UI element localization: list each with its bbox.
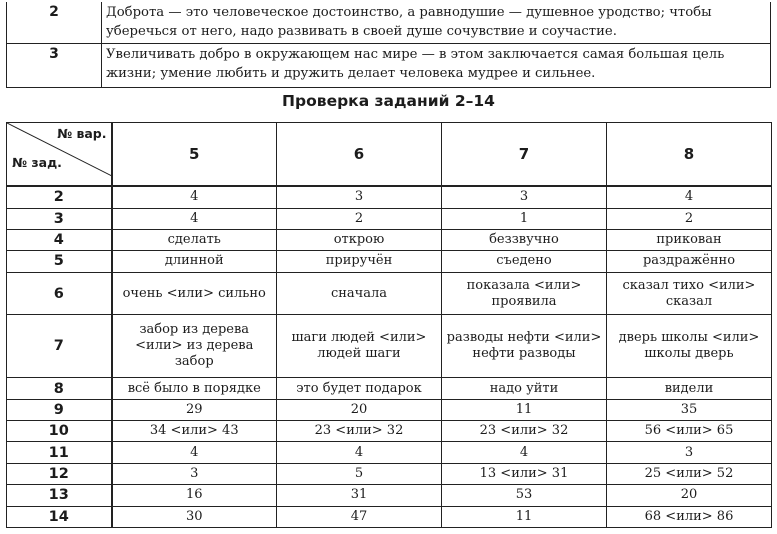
table-row bbox=[7, 208, 772, 229]
task-number: 13 bbox=[7, 485, 112, 506]
task-number: 5 bbox=[7, 251, 112, 272]
answer-key-table bbox=[6, 122, 772, 528]
answer-cell: надо уйти bbox=[442, 378, 607, 399]
answer-cell: 23 <или> 32 bbox=[277, 421, 442, 442]
answer-cell: беззвучно bbox=[442, 229, 607, 250]
table-row bbox=[7, 463, 772, 484]
answer-cell: 4 bbox=[442, 442, 607, 463]
row-number: 2 bbox=[7, 2, 102, 44]
answer-cell: 11 bbox=[442, 506, 607, 527]
answer-cell: 2 bbox=[277, 208, 442, 229]
answer-cell: приручён bbox=[277, 251, 442, 272]
answer-cell: показала <или> проявила bbox=[442, 272, 607, 315]
answer-cell: съедено bbox=[442, 251, 607, 272]
table-row bbox=[7, 229, 772, 250]
answer-cell: 13 <или> 31 bbox=[442, 463, 607, 484]
answer-cell: 29 bbox=[112, 399, 277, 420]
answer-cell: 16 bbox=[112, 485, 277, 506]
answer-cell: 47 bbox=[277, 506, 442, 527]
variant-header: 5 bbox=[112, 123, 277, 187]
table-row bbox=[7, 421, 772, 442]
answer-cell: разводы нефти <или> нефти разводы bbox=[442, 315, 607, 378]
answer-cell: всё было в порядке bbox=[112, 378, 277, 399]
table-row bbox=[7, 2, 771, 44]
answer-cell: 31 bbox=[277, 485, 442, 506]
table-row bbox=[7, 251, 772, 272]
answer-cell: забор из дерева <или> из дерева забор bbox=[112, 315, 277, 378]
table-row bbox=[7, 272, 772, 315]
task-number: 8 bbox=[7, 378, 112, 399]
answer-cell: 30 bbox=[112, 506, 277, 527]
answer-cell: 56 <или> 65 bbox=[607, 421, 772, 442]
answer-cell: 1 bbox=[442, 208, 607, 229]
answer-cell: 4 bbox=[607, 186, 772, 208]
answer-cell: 5 bbox=[277, 463, 442, 484]
answer-cell: 34 <или> 43 bbox=[112, 421, 277, 442]
answer-cell: сделать bbox=[112, 229, 277, 250]
task-number: 14 bbox=[7, 506, 112, 527]
table-row bbox=[7, 44, 771, 88]
task-number: 4 bbox=[7, 229, 112, 250]
answer-cell: 53 bbox=[442, 485, 607, 506]
answer-cell: 20 bbox=[277, 399, 442, 420]
task-number: 6 bbox=[7, 272, 112, 315]
answer-cell: видели bbox=[607, 378, 772, 399]
answer-cell: раздражённо bbox=[607, 251, 772, 272]
answer-text: Увеличивать добро в окружающем нас мире — в этом заключается самая большая цель жизни; умение любить и дружить делает человека мудрее и сильнее. bbox=[102, 44, 771, 88]
answer-cell: 3 bbox=[277, 186, 442, 208]
answer-cell: сказал тихо <или> сказал bbox=[607, 272, 772, 315]
row-number: 3 bbox=[7, 44, 102, 88]
task-number: 2 bbox=[7, 186, 112, 208]
answer-cell: 11 bbox=[442, 399, 607, 420]
answer-cell: шаги людей <или> людей шаги bbox=[277, 315, 442, 378]
section-title: Проверка заданий 2–14 bbox=[282, 92, 495, 110]
answer-cell: дверь школы <или> школы дверь bbox=[607, 315, 772, 378]
variant-header: 7 bbox=[442, 123, 607, 187]
task-number: 11 bbox=[7, 442, 112, 463]
answer-cell: сначала bbox=[277, 272, 442, 315]
answer-cell: 35 bbox=[607, 399, 772, 420]
answer-cell: это будет подарок bbox=[277, 378, 442, 399]
task-number: 7 bbox=[7, 315, 112, 378]
variant-header: 6 bbox=[277, 123, 442, 187]
answer-cell: 4 bbox=[112, 186, 277, 208]
answer-cell: 3 bbox=[112, 463, 277, 484]
table-row bbox=[7, 442, 772, 463]
answer-cell: открою bbox=[277, 229, 442, 250]
answer-cell: 2 bbox=[607, 208, 772, 229]
answer-cell: прикован bbox=[607, 229, 772, 250]
answer-cell: 4 bbox=[112, 208, 277, 229]
answer-cell: 3 bbox=[607, 442, 772, 463]
task-label: № зад. bbox=[12, 155, 62, 171]
header-row bbox=[7, 123, 772, 187]
answer-cell: длинной bbox=[112, 251, 277, 272]
table-row bbox=[7, 186, 772, 208]
corner-cell bbox=[7, 123, 112, 187]
answer-cell: 68 <или> 86 bbox=[607, 506, 772, 527]
answer-cell: 20 bbox=[607, 485, 772, 506]
variant-header: 8 bbox=[607, 123, 772, 187]
task-number: 3 bbox=[7, 208, 112, 229]
answer-cell: 25 <или> 52 bbox=[607, 463, 772, 484]
answer-cell: очень <или> сильно bbox=[112, 272, 277, 315]
table-row bbox=[7, 399, 772, 420]
table-row bbox=[7, 315, 772, 378]
answer-text: Доброта — это человеческое достоинство, а равнодушие — душевное уродство; чтобы уберечься от него, надо развивать в своей душе сочувствие и соучастие. bbox=[102, 2, 771, 44]
answer-cell: 4 bbox=[277, 442, 442, 463]
variant-label: № вар. bbox=[57, 126, 107, 141]
task-number: 12 bbox=[7, 463, 112, 484]
previous-answers-table bbox=[6, 2, 771, 88]
task-number: 10 bbox=[7, 421, 112, 442]
table-row bbox=[7, 485, 772, 506]
table-row bbox=[7, 378, 772, 399]
answer-cell: 3 bbox=[442, 186, 607, 208]
answer-cell: 4 bbox=[112, 442, 277, 463]
table-row bbox=[7, 506, 772, 527]
answer-cell: 23 <или> 32 bbox=[442, 421, 607, 442]
task-number: 9 bbox=[7, 399, 112, 420]
